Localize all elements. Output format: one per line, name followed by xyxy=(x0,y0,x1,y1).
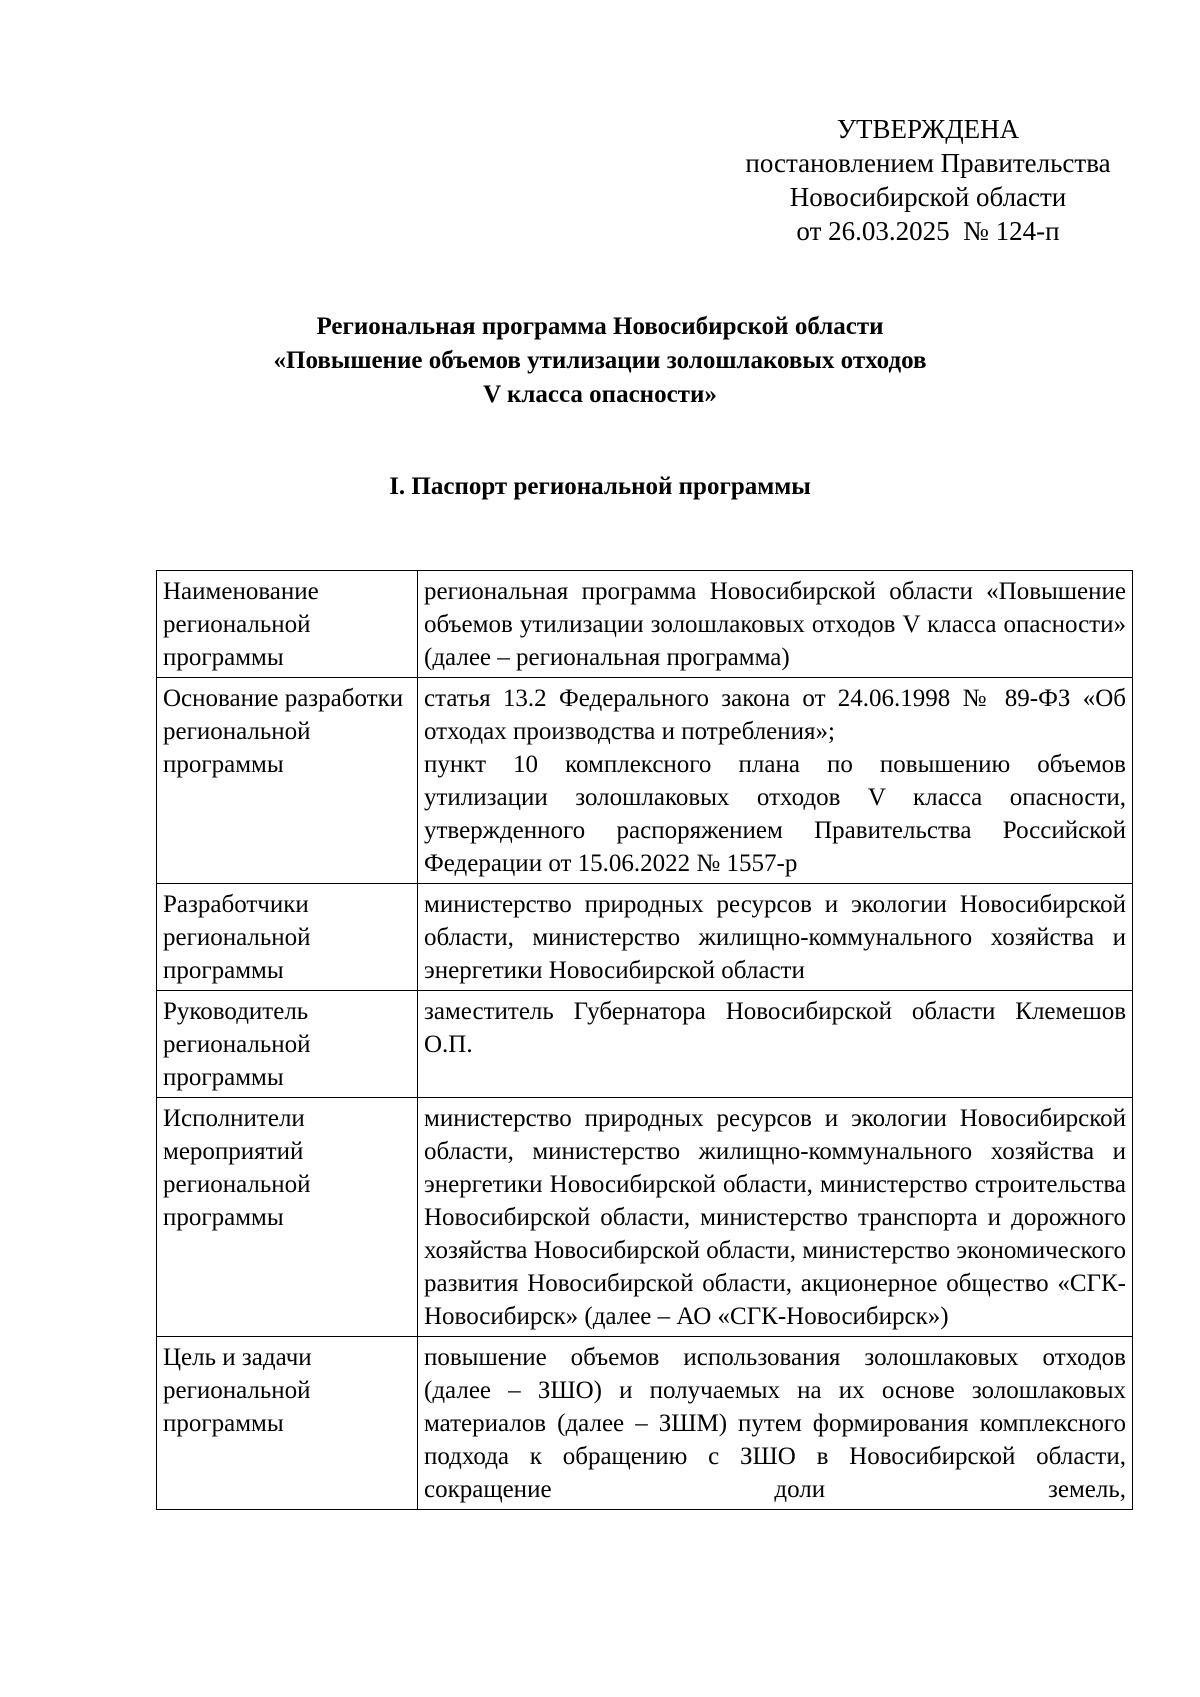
row-value-paragraph: министерство природных ресурсов и экологии Новосибирской области, министерство жилищно-коммунального хозяйства и энергетики Новосибирской области xyxy=(424,891,1126,984)
approval-region-line: Новосибирской области xyxy=(789,182,1067,212)
row-value xyxy=(418,678,1133,884)
row-label: Цель и задачи региональной программы xyxy=(157,1337,418,1510)
table-row xyxy=(157,571,1133,678)
row-value-paragraph: повышение объемов использования золошлаковых отходов (далее – ЗШО) и получаемых на их основе золошлаковых материалов (далее – ЗШМ) путем формирования комплексного подхода к обращению с ЗШО в Новосибирской области, сокращение доли земель, xyxy=(424,1344,1126,1503)
passport-table xyxy=(156,570,1133,1510)
approval-stamp xyxy=(738,112,1118,248)
row-value xyxy=(418,884,1133,991)
approval-date-number: от 26.03.2025 № 124-п xyxy=(796,216,1060,246)
row-label: Наименование региональной программы xyxy=(157,571,418,678)
row-value-paragraph: заместитель Губернатора Новосибирской области Клемешов О.П. xyxy=(424,998,1126,1058)
document-title-line-3: V класса опасности» xyxy=(483,381,717,408)
row-value xyxy=(418,1337,1133,1510)
approval-title: УТВЕРЖДЕНА xyxy=(836,114,1020,144)
row-value-paragraph: региональная программа Новосибирской области «Повышение объемов утилизации золошлаковых отходов V класса опасности» (далее – региональная программа) xyxy=(424,578,1126,671)
table-row xyxy=(157,1337,1133,1510)
table-row xyxy=(157,884,1133,991)
approval-decree-line: постановлением Правительства xyxy=(745,148,1111,178)
row-value-paragraph: статья 13.2 Федерального закона от 24.06.1998 № 89-ФЗ «Об отходах производства и потребления»; xyxy=(424,685,1126,745)
table-row xyxy=(157,1098,1133,1337)
row-label: Разработчики региональной программы xyxy=(157,884,418,991)
row-value xyxy=(418,991,1133,1098)
table-row xyxy=(157,991,1133,1098)
row-label: Исполнители мероприятий региональной программы xyxy=(157,1098,418,1337)
document-title-line-2: «Повышение объемов утилизации золошлаковых отходов xyxy=(273,347,927,374)
document-title xyxy=(150,310,1050,412)
row-label: Руководитель региональной программы xyxy=(157,991,418,1098)
row-value xyxy=(418,1098,1133,1337)
row-value xyxy=(418,571,1133,678)
row-label: Основание разработки региональной программы xyxy=(157,678,418,884)
section-heading: I. Паспорт региональной программы xyxy=(389,473,811,500)
document-title-line-1: Региональная программа Новосибирской области xyxy=(316,313,884,340)
row-value-paragraph: министерство природных ресурсов и экологии Новосибирской области, министерство жилищно-коммунального хозяйства и энергетики Новосибирской области, министерство строительства Новосибирской области, министерство транспорта и дорожного хозяйства Новосибирской области, министерство экономического развития Новосибирской области, акционерное общество «СГК-Новосибирск» (далее – АО «СГК-Новосибирск») xyxy=(424,1105,1126,1330)
table-row xyxy=(157,678,1133,884)
row-value-paragraph: пункт 10 комплексного плана по повышению объемов утилизации золошлаковых отходов V класса опасности, утвержденного распоряжением Правительства Российской Федерации от 15.06.2022 № 1557-р xyxy=(424,751,1126,877)
